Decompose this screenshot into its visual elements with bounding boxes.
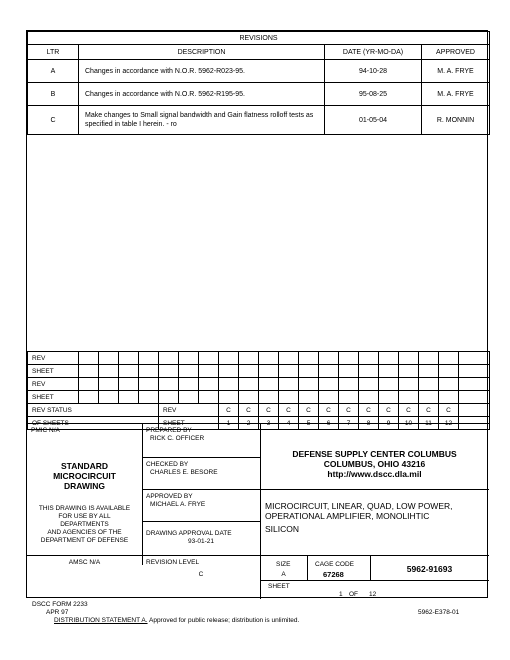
- grid-cell: [459, 352, 490, 365]
- grid-cell: [379, 391, 399, 404]
- grid-cell: [239, 391, 259, 404]
- distribution-label: DISTRIBUTION STATEMENT A.: [54, 617, 148, 624]
- revision-description: Make changes to Small signal bandwidth and Gain flatness rolloff tests as specified in table I herein. - ro: [79, 106, 325, 135]
- approved-by-label: APPROVED BY: [146, 493, 193, 500]
- grid-cell: [339, 365, 359, 378]
- cage-code-label: CAGE CODE: [315, 561, 355, 568]
- grid-cell: [419, 365, 439, 378]
- grid-cell: [179, 365, 199, 378]
- grid-cell: [179, 378, 199, 391]
- grid-cell: [99, 352, 119, 365]
- grid-cell: [299, 352, 319, 365]
- revisions-table: [27, 31, 490, 135]
- grid-cell: [359, 378, 379, 391]
- grid-cell: [219, 378, 239, 391]
- prepared-by-label: PREPARED BY: [146, 427, 192, 434]
- grid-cell: [419, 391, 439, 404]
- approved-by: MICHAEL A. FRYE: [150, 501, 206, 508]
- revision-ltr: C: [28, 106, 79, 135]
- revision-date: 94-10-28: [325, 60, 422, 83]
- revision-row: [28, 106, 490, 135]
- form-number: DSCC FORM 2233: [32, 601, 88, 608]
- grid-cell: [259, 365, 279, 378]
- grid-cell: [139, 391, 159, 404]
- grid-cell: [399, 352, 419, 365]
- grid-cell: [159, 365, 179, 378]
- rev-cell: C: [219, 404, 239, 417]
- form-date: APR 97: [46, 609, 69, 616]
- amsc: AMSC N/A: [68, 559, 101, 566]
- grid-cell: [419, 378, 439, 391]
- rev-cell: C: [299, 404, 319, 417]
- grid-cell: [199, 365, 219, 378]
- availability-note: THIS DRAWING IS AVAILABLE FOR USE BY ALL DEPARTMENTS AND AGENCIES OF THE DEPARTMENT OF DEFENSE: [38, 505, 131, 544]
- grid-cell: [239, 378, 259, 391]
- grid-row-label: REV: [28, 352, 79, 365]
- approval-date-label: DRAWING APPROVAL DATE: [146, 530, 232, 537]
- dscc-address: DEFENSE SUPPLY CENTER COLUMBUS COLUMBUS, OHIO 43216 http://www.dscc.dla.mil: [292, 449, 457, 479]
- grid-cell: [119, 391, 139, 404]
- grid-cell: [79, 391, 99, 404]
- grid-cell: [439, 352, 459, 365]
- grid-cell: [459, 391, 490, 404]
- grid-cell: [219, 391, 239, 404]
- grid-cell: [159, 391, 179, 404]
- drawing-number: 5962-91693: [406, 564, 453, 574]
- grid-cell: [119, 352, 139, 365]
- rev-cell: C: [439, 404, 459, 417]
- grid-cell: [219, 352, 239, 365]
- grid-cell: [319, 352, 339, 365]
- grid-cell: [359, 352, 379, 365]
- grid-cell: [159, 352, 179, 365]
- header-description: DESCRIPTION: [79, 45, 325, 60]
- grid-cell: [199, 391, 219, 404]
- rev-label: REV: [159, 404, 219, 417]
- revision-date: 95-08-25: [325, 83, 422, 106]
- grid-cell: [439, 365, 459, 378]
- header-approved: APPROVED: [422, 45, 490, 60]
- rev-cell: C: [319, 404, 339, 417]
- sheet-number: 1: [339, 591, 343, 598]
- revision-approver: M. A. FRYE: [422, 60, 490, 83]
- grid-cell: [139, 378, 159, 391]
- revisions-title: REVISIONS: [28, 32, 490, 45]
- grid-cell: [179, 391, 199, 404]
- rev-cell: C: [419, 404, 439, 417]
- grid-cell: [199, 352, 219, 365]
- grid-cell: [279, 378, 299, 391]
- grid-cell: [259, 378, 279, 391]
- grid-cell: [359, 391, 379, 404]
- rev-cell: C: [399, 404, 419, 417]
- drawing-frame: [26, 30, 488, 598]
- checked-by: CHARLES E. BESORE: [150, 469, 218, 476]
- grid-cell: [299, 378, 319, 391]
- grid-cell: [99, 391, 119, 404]
- grid-cell: [79, 352, 99, 365]
- revision-row: [28, 60, 490, 83]
- grid-cell: [419, 352, 439, 365]
- revision-description: Changes in accordance with N.O.R. 5962-R023-95.: [79, 60, 325, 83]
- checked-by-label: CHECKED BY: [146, 461, 189, 468]
- grid-cell: [79, 365, 99, 378]
- grid-cell: [99, 365, 119, 378]
- rev-cell: C: [339, 404, 359, 417]
- grid-cell: [179, 352, 199, 365]
- size: A: [281, 571, 286, 578]
- grid-cell: [439, 391, 459, 404]
- drawing-title: MICROCIRCUIT, LINEAR, QUAD, LOW POWER, OPERATIONAL AMPLIFIER, MONOLIHTIC SILICON: [265, 501, 453, 534]
- grid-cell: [459, 404, 490, 417]
- grid-cell: [379, 378, 399, 391]
- grid-cell: [399, 391, 419, 404]
- grid-row-label: REV: [28, 378, 79, 391]
- grid-cell: [119, 365, 139, 378]
- grid-cell: [399, 378, 419, 391]
- distribution-text: Approved for public release; distribution is unlimited.: [147, 617, 300, 624]
- grid-cell: [279, 352, 299, 365]
- rev-status-grid: [27, 351, 490, 430]
- standard-title: STANDARD MICROCIRCUIT DRAWING: [53, 461, 116, 491]
- grid-cell: [139, 365, 159, 378]
- grid-cell: [319, 378, 339, 391]
- revision-level: C: [198, 571, 204, 578]
- grid-cell: [399, 365, 419, 378]
- size-label: SIZE: [276, 561, 291, 568]
- sheet-label: SHEET: [268, 583, 290, 590]
- rev-cell: C: [239, 404, 259, 417]
- grid-cell: [319, 391, 339, 404]
- grid-row-label: SHEET: [28, 391, 79, 404]
- revision-row: [28, 83, 490, 106]
- grid-cell: [319, 365, 339, 378]
- rev-cell: C: [259, 404, 279, 417]
- grid-cell: [259, 391, 279, 404]
- grid-cell: [139, 352, 159, 365]
- revision-level-label: REVISION LEVEL: [146, 559, 200, 566]
- revision-date: 01-05-04: [325, 106, 422, 135]
- grid-cell: [379, 365, 399, 378]
- header-date: DATE (YR-MO-DA): [325, 45, 422, 60]
- revision-approver: R. MONNIN: [422, 106, 490, 135]
- grid-cell: [219, 365, 239, 378]
- grid-cell: [239, 365, 259, 378]
- grid-cell: [239, 352, 259, 365]
- approval-date: 93-01-21: [187, 538, 215, 545]
- grid-cell: [299, 365, 319, 378]
- sheet-of: OF: [349, 591, 359, 598]
- grid-cell: [159, 378, 179, 391]
- grid-cell: [119, 378, 139, 391]
- form-id: 5962-E378-01: [418, 609, 460, 616]
- grid-cell: [79, 378, 99, 391]
- revision-description: Changes in accordance with N.O.R. 5962-R195-95.: [79, 83, 325, 106]
- revision-approver: M. A. FRYE: [422, 83, 490, 106]
- grid-cell: [279, 365, 299, 378]
- prepared-by: RICK C. OFFICER: [150, 435, 205, 442]
- revision-ltr: A: [28, 60, 79, 83]
- header-ltr: LTR: [28, 45, 79, 60]
- rev-cell: C: [279, 404, 299, 417]
- grid-cell: [439, 378, 459, 391]
- grid-cell: [459, 378, 490, 391]
- grid-cell: [339, 391, 359, 404]
- sheet-total: 12: [369, 591, 377, 598]
- grid-cell: [339, 378, 359, 391]
- pmic: PMIC N/A: [31, 427, 60, 434]
- grid-cell: [279, 391, 299, 404]
- revision-ltr: B: [28, 83, 79, 106]
- rev-status-label: REV STATUS: [28, 404, 159, 417]
- rev-cell: C: [359, 404, 379, 417]
- grid-row-label: SHEET: [28, 365, 79, 378]
- rev-cell: C: [379, 404, 399, 417]
- grid-cell: [459, 365, 490, 378]
- grid-cell: [99, 378, 119, 391]
- grid-cell: [199, 378, 219, 391]
- grid-cell: [379, 352, 399, 365]
- grid-cell: [299, 391, 319, 404]
- grid-cell: [339, 352, 359, 365]
- grid-cell: [359, 365, 379, 378]
- cage-code: 67268: [323, 570, 344, 579]
- grid-cell: [259, 352, 279, 365]
- distribution-statement: [54, 617, 299, 625]
